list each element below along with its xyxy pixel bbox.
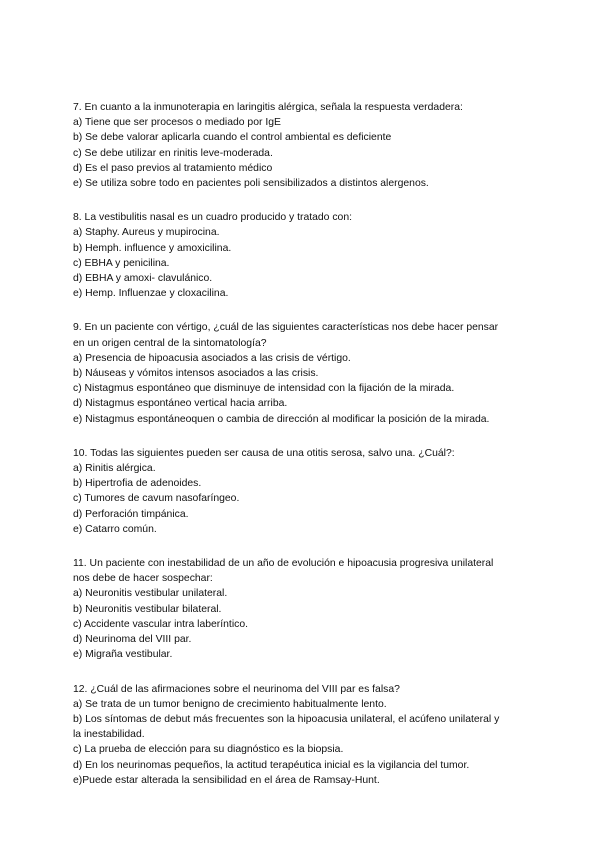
option-e: e) Migraña vestibular.: [73, 649, 173, 661]
option-b: b) Se debe valorar aplicarla cuando el control ambiental es deficiente: [73, 132, 392, 144]
option-b: b) Náuseas y vómitos intensos asociados a las crisis.: [73, 368, 319, 380]
option-b: b) Hipertrofia de adenoides.: [73, 478, 202, 490]
option-a: a) Neuronitis vestibular unilateral.: [73, 588, 228, 600]
option-b: b) Los síntomas de debut más frecuentes son la hipoacusia unilateral, el acúfeno unilateral y: [73, 713, 500, 725]
option-a: a) Rinitis alérgica.: [73, 463, 156, 475]
question-10: [73, 446, 533, 537]
option-c: c) Tumores de cavum nasofaríngeo.: [73, 493, 240, 505]
option-c: c) Nistagmus espontáneo que disminuye de intensidad con la fijación de la mirada.: [73, 383, 455, 395]
question-stem-continued: nos debe de hacer sospechar:: [73, 573, 213, 585]
option-c: c) EBHA y penicilina.: [73, 257, 170, 269]
option-e: e) Hemp. Influenzae y cloxacilina.: [73, 288, 229, 300]
option-e: e) Se utiliza sobre todo en pacientes poli sensibilizados a distintos alergenos.: [73, 178, 429, 190]
question-stem: 8. La vestibulitis nasal es un cuadro producido y tratado con:: [73, 212, 352, 224]
option-d: d) Es el paso previos al tratamiento médico: [73, 162, 273, 174]
option-c: c) Accidente vascular intra laberíntico.: [73, 618, 248, 630]
option-d: d) Nistagmus espontáneo vertical hacia arriba.: [73, 398, 288, 410]
option-c: c) Se debe utilizar en rinitis leve-moderada.: [73, 147, 273, 159]
option-e: e) Nistagmus espontáneoquen o cambia de dirección al modificar la posición de la mirada.: [73, 413, 490, 425]
option-b: b) Hemph. influence y amoxicilina.: [73, 242, 232, 254]
question-stem: 10. Todas las siguientes pueden ser causa de una otitis serosa, salvo una. ¿Cuál?:: [73, 447, 455, 459]
option-c: c) La prueba de elección para su diagnóstico es la biopsia.: [73, 744, 344, 756]
option-d: d) Neurinoma del VIII par.: [73, 634, 192, 646]
option-a: a) Se trata de un tumor benigno de crecimiento habitualmente lento.: [73, 698, 387, 710]
option-e: e)Puede estar alterada la sensibilidad en el área de Ramsay-Hunt.: [73, 774, 380, 786]
option-b: b) Neuronitis vestibular bilateral.: [73, 603, 222, 615]
question-12: [73, 682, 533, 788]
option-b-continued: la inestabilidad.: [73, 729, 145, 741]
question-list: [73, 100, 533, 806]
option-a: a) Tiene que ser procesos o mediado por IgE: [73, 117, 281, 129]
question-stem: 7. En cuanto a la inmunoterapia en laringitis alérgica, señala la respuesta verdadera:: [73, 102, 463, 113]
question-8: [73, 210, 533, 301]
question-11: [73, 556, 533, 662]
question-9: [73, 320, 533, 426]
question-stem: 11. Un paciente con inestabilidad de un año de evolución e hipoacusia progresiva unilateral: [73, 558, 494, 570]
option-a: a) Staphy. Aureus y mupirocina.: [73, 227, 220, 239]
option-d: d) En los neurinomas pequeños, la actitud terapéutica inicial es la vigilancia del tumor.: [73, 759, 470, 771]
option-a: a) Presencia de hipoacusia asociados a las crisis de vértigo.: [73, 352, 351, 364]
option-e: e) Catarro común.: [73, 523, 157, 535]
question-stem: 12. ¿Cuál de las afirmaciones sobre el neurinoma del VIII par es falsa?: [73, 683, 400, 695]
option-d: d) Perforación timpánica.: [73, 508, 189, 520]
question-stem-continued: en un origen central de la sintomatología?: [73, 337, 267, 349]
option-d: d) EBHA y amoxi- clavulánico.: [73, 273, 213, 285]
question-stem: 9. En un paciente con vértigo, ¿cuál de las siguientes características nos debe hacer pensar: [73, 322, 499, 334]
question-7: [73, 100, 533, 191]
